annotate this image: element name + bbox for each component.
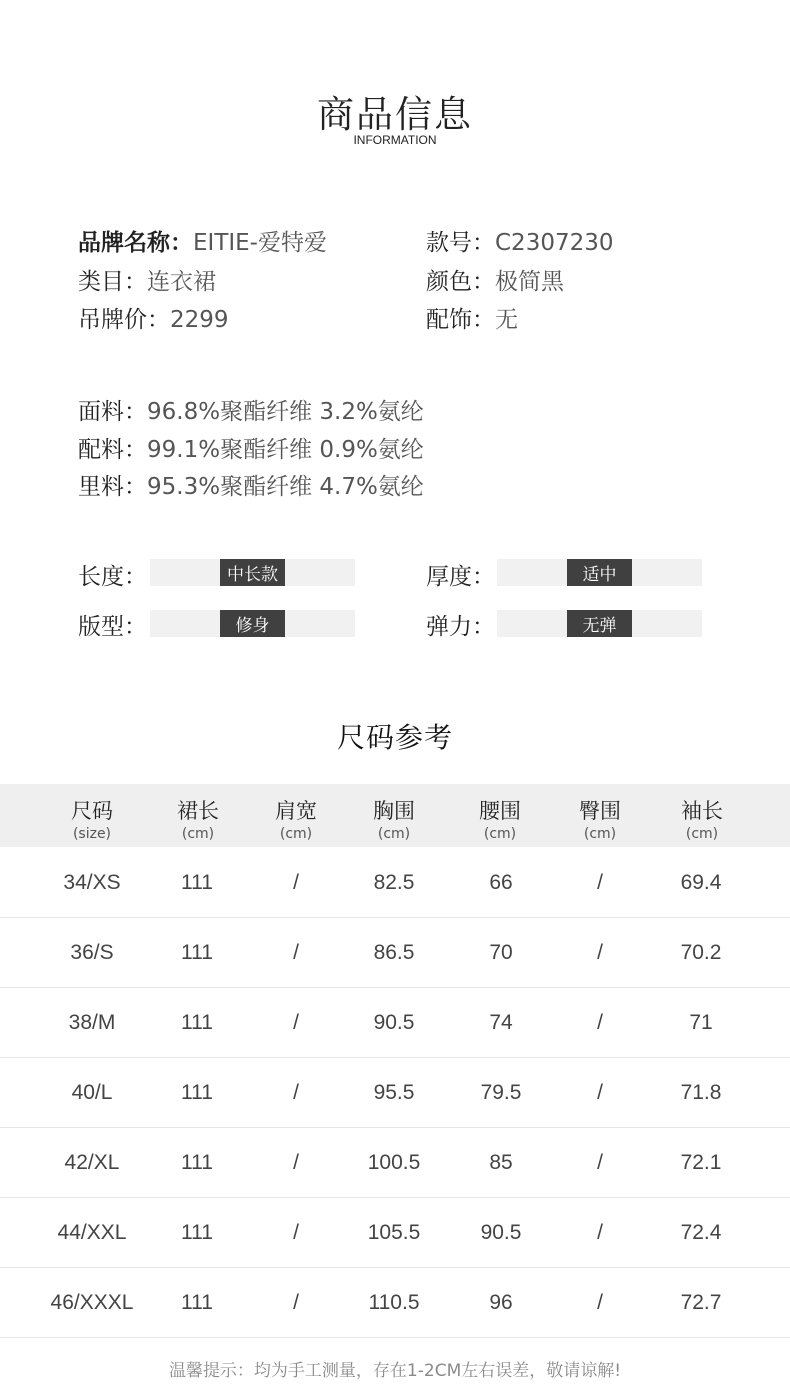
style-no-label: 款号： (426, 230, 495, 256)
column-header-waist (450, 784, 550, 847)
table-row (0, 1198, 790, 1268)
table-cell: 86.5 (373, 941, 415, 964)
trim-row (78, 431, 424, 464)
table-cell: 110.5 (368, 1291, 420, 1314)
table-cell: / (293, 1081, 299, 1104)
lining-value: 95.3%聚酯纤维 4.7%氨纶 (147, 474, 424, 500)
table-row (0, 988, 790, 1058)
column-unit: (cm) (685, 826, 719, 842)
table-cell: 111 (181, 941, 213, 964)
table-cell: 85 (489, 1151, 513, 1174)
table-cell: 70.2 (680, 941, 722, 964)
table-cell: / (597, 1221, 603, 1244)
table-cell: 111 (181, 1151, 213, 1174)
table-cell: 42/XL (64, 1151, 120, 1174)
column-name: 尺码 (71, 799, 113, 823)
table-cell: 74 (489, 1011, 513, 1034)
category-label: 类目： (78, 269, 147, 295)
color-value: 极简黑 (495, 269, 564, 295)
table-row (0, 1128, 790, 1198)
table-cell: / (597, 1011, 603, 1034)
table-cell: 36/S (70, 941, 114, 964)
table-cell: 34/XS (63, 871, 121, 894)
table-cell: / (597, 1291, 603, 1314)
table-cell: 72.7 (680, 1291, 722, 1314)
lining-row (78, 468, 424, 501)
price-value: 2299 (170, 307, 229, 333)
table-cell: / (293, 1151, 299, 1174)
stretch-label: 弹力： (426, 614, 495, 640)
table-cell: 111 (181, 1081, 213, 1104)
table-row (0, 1058, 790, 1128)
table-cell: / (293, 941, 299, 964)
table-cell: 90.5 (373, 1011, 415, 1034)
table-cell: 105.5 (367, 1221, 421, 1244)
table-cell: 44/XXL (57, 1221, 127, 1244)
table-cell: 111 (181, 1011, 213, 1034)
column-header-size (42, 784, 142, 847)
table-cell: 66 (489, 871, 513, 894)
column-header-bust (344, 784, 444, 847)
column-header-dress-length (148, 784, 248, 847)
table-cell: / (293, 1291, 299, 1314)
stretch-chip: 无弹 (567, 610, 632, 637)
table-cell: / (293, 1221, 299, 1244)
color-row (426, 263, 564, 296)
fit-chip: 修身 (220, 610, 285, 637)
column-header-shoulder (246, 784, 346, 847)
column-unit: (cm) (279, 826, 313, 842)
column-name: 臀围 (579, 799, 621, 823)
table-cell: 95.5 (373, 1081, 415, 1104)
brand-row (78, 224, 327, 257)
table-cell: / (597, 1081, 603, 1104)
page-subtitle: INFORMATION (353, 133, 437, 147)
fabric-value: 96.8%聚酯纤维 3.2%氨纶 (147, 399, 424, 425)
table-cell: 71 (689, 1011, 713, 1034)
table-cell: 111 (181, 1291, 213, 1314)
brand-value: EITIE-爱特爱 (193, 230, 327, 256)
style-no-row (426, 224, 614, 257)
table-cell: / (293, 1011, 299, 1034)
table-cell: 40/L (71, 1081, 113, 1104)
column-unit: (cm) (377, 826, 411, 842)
accessory-label: 配饰： (426, 307, 495, 333)
measurement-note: 温馨提示：均为手工测量，存在1-2CM左右误差，敬请谅解! (168, 1361, 622, 1381)
price-label: 吊牌价： (78, 307, 170, 333)
column-header-sleeve (652, 784, 752, 847)
thickness-chip: 适中 (567, 559, 632, 586)
accessory-row (426, 301, 518, 334)
table-cell: 90.5 (480, 1221, 522, 1244)
fabric-row (78, 393, 424, 426)
column-name: 胸围 (373, 799, 415, 823)
column-name: 肩宽 (275, 799, 317, 823)
column-header-hip (550, 784, 650, 847)
table-cell: 79.5 (480, 1081, 522, 1104)
category-value: 连衣裙 (147, 269, 216, 295)
category-row (78, 263, 216, 296)
column-name: 袖长 (681, 799, 723, 823)
column-unit: (cm) (483, 826, 517, 842)
column-name: 裙长 (177, 799, 219, 823)
table-cell: 70 (489, 941, 513, 964)
trim-value: 99.1%聚酯纤维 0.9%氨纶 (147, 437, 424, 463)
length-chip: 中长款 (220, 559, 285, 586)
fit-label: 版型： (78, 614, 147, 640)
table-cell: 111 (181, 871, 213, 894)
column-unit: (size) (72, 826, 112, 842)
price-row (78, 301, 229, 334)
table-cell: 96 (489, 1291, 513, 1314)
table-cell: / (597, 1151, 603, 1174)
style-no-value: C2307230 (495, 230, 614, 256)
table-row (0, 918, 790, 988)
table-cell: 72.1 (680, 1151, 722, 1174)
table-cell: 82.5 (373, 871, 415, 894)
table-cell: 111 (181, 1221, 213, 1244)
table-cell: 100.5 (367, 1151, 421, 1174)
table-cell: / (293, 871, 299, 894)
column-unit: (cm) (181, 826, 215, 842)
column-unit: (cm) (583, 826, 617, 842)
size-chart-title: 尺码参考 (336, 721, 453, 754)
fabric-label: 面料： (78, 399, 147, 425)
table-cell: / (597, 941, 603, 964)
length-label: 长度： (78, 564, 147, 590)
table-cell: 69.4 (680, 871, 722, 894)
table-cell: 46/XXXL (50, 1291, 134, 1314)
size-table-header (0, 784, 790, 847)
brand-label: 品牌名称： (78, 230, 193, 256)
trim-label: 配料： (78, 437, 147, 463)
column-name: 腰围 (479, 799, 521, 823)
table-cell: 71.8 (680, 1081, 722, 1104)
color-label: 颜色： (426, 269, 495, 295)
table-cell: 38/M (68, 1011, 116, 1034)
accessory-value: 无 (495, 307, 518, 333)
thickness-label: 厚度： (426, 564, 495, 590)
table-cell: 72.4 (680, 1221, 722, 1244)
table-row (0, 848, 790, 918)
table-cell: / (597, 871, 603, 894)
page-title: 商品信息 (317, 93, 473, 136)
lining-label: 里料： (78, 474, 147, 500)
table-row (0, 1268, 790, 1338)
